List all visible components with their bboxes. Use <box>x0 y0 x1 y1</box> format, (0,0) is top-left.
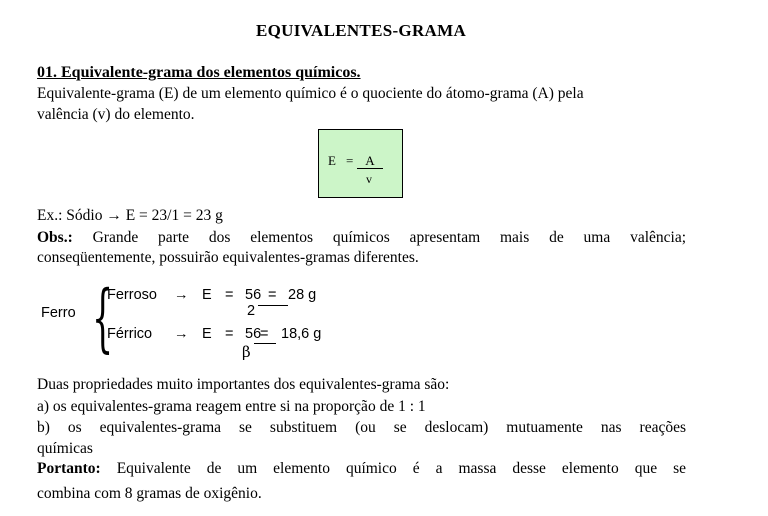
ferrico-equals: = <box>225 326 234 342</box>
ferro-label: Ferro <box>41 305 76 321</box>
property-b-line-1: b) os equivalentes-grama se substituem (ou se deslocam) mutuamente nas reações <box>37 419 686 436</box>
ferrico-name: Férrico <box>107 326 153 342</box>
formula-box <box>318 129 403 198</box>
ferrico-arrow: → <box>174 326 189 342</box>
formula-lhs: E <box>328 153 336 168</box>
property-a: a) os equivalentes-grama reagem entre si na proporção de 1 : 1 <box>37 398 426 415</box>
section-heading: 01. Equivalente-grama dos elementos químicos. <box>37 64 361 81</box>
example-line: Ex.: Sódio → E = 23/1 = 23 g <box>37 207 223 224</box>
ferroso-fraction-bar <box>258 305 288 306</box>
ferro-brace: { <box>92 275 114 361</box>
properties-intro: Duas propriedades muito importantes dos equivalentes-grama são: <box>37 376 450 393</box>
property-b-line-2: químicas <box>37 440 93 457</box>
ferroso-result: 28 g <box>288 287 317 303</box>
formula-denominator: v <box>366 172 372 186</box>
page-title: EQUIVALENTES-GRAMA <box>255 21 467 40</box>
ferroso-numerator: 56 <box>245 287 262 303</box>
obs-text-1: Grande parte dos elementos químicos apresentam mais de uma valência; <box>92 229 687 246</box>
ferroso-name: Ferroso <box>107 287 157 303</box>
ferrico-e: E <box>202 326 212 342</box>
ferrico-numerator: 56 <box>245 326 262 342</box>
ferroso-equals: = <box>225 287 234 303</box>
ferroso-denominator: 2 <box>247 303 256 319</box>
obs-line-1 <box>37 229 686 247</box>
obs-line-2: conseqüentemente, possuirão equivalentes-gramas diferentes. <box>37 249 419 266</box>
formula-numerator: A <box>357 153 383 169</box>
ferrico-result: 18,6 g <box>281 326 322 342</box>
ferrico-equals-2: = <box>260 326 269 342</box>
ferroso-arrow: → <box>174 287 189 303</box>
ferroso-e: E <box>202 287 212 303</box>
formula-equals: = <box>346 153 354 168</box>
conclusion-label: Portanto: <box>37 460 101 477</box>
ferrico-fraction-bar <box>254 343 276 344</box>
conclusion-text-1: Equivalente de um elemento químico é a massa desse elemento que se <box>116 460 686 477</box>
definition-line-2: valência (v) do elemento. <box>37 106 195 123</box>
conclusion-line-2: combina com 8 gramas de oxigênio. <box>37 485 262 502</box>
obs-label: Obs.: <box>37 229 73 246</box>
ferrico-denominator: β <box>242 343 251 361</box>
ferroso-equals-2: = <box>268 287 277 303</box>
definition-line-1: Equivalente-grama (E) de um elemento químico é o quociente do átomo-grama (A) pela <box>37 85 584 102</box>
conclusion-line-1 <box>37 460 686 478</box>
